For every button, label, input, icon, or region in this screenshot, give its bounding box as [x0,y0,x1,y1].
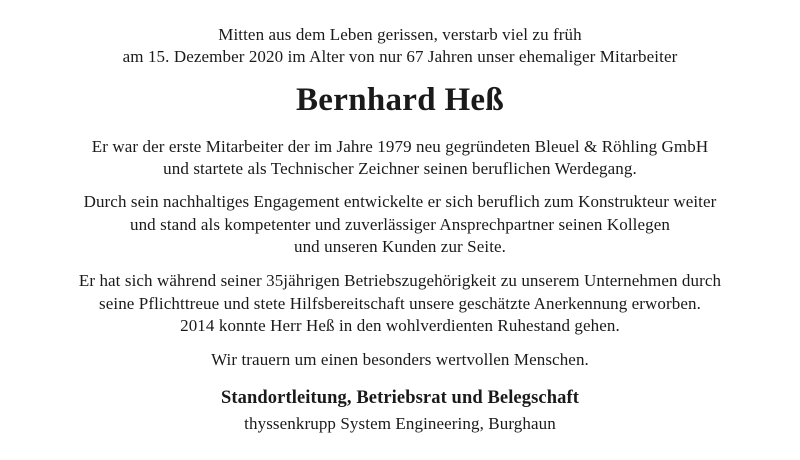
paragraph-2-line-3: und unseren Kunden zur Seite. [293,237,507,256]
paragraph-1-line-2: und startete als Technischer Zeichner seinen beruflichen Werdegang. [163,159,637,178]
closing-line: Wir trauern um einen besonders wertvollen Menschen. [211,350,589,369]
signature-line-2: thyssenkrupp System Engineering, Burghaun [244,414,556,433]
intro-line-1: Mitten aus dem Leben gerissen, verstarb viel zu früh [218,25,582,44]
deceased-name: Bernhard Heß [295,82,505,118]
paragraph-3-line-2: seine Pflichttreue und stete Hilfsbereitschaft unsere geschätzte Anerkennung erworben. [99,294,701,313]
signature-line-1: Standortleitung, Betriebsrat und Belegschaft [221,388,579,408]
paragraph-3-line-1: Er hat sich während seiner 35jährigen Betriebszugehörigkeit zu unserem Unternehmen durch [78,271,722,290]
paragraph-3-line-3: 2014 konnte Herr Heß in den wohlverdienten Ruhestand gehen. [180,316,620,335]
paragraph-2-line-2: und stand als kompetenter und zuverlässiger Ansprechpartner seinen Kollegen [129,215,670,234]
paragraph-2-line-1: Durch sein nachhaltiges Engagement entwickelte er sich beruflich zum Konstrukteur weiter [83,192,717,211]
paragraph-1-line-1: Er war der erste Mitarbeiter der im Jahre 1979 neu gegründeten Bleuel & Röhling GmbH [91,137,709,156]
intro-line-2: am 15. Dezember 2020 im Alter von nur 67 Jahren unser ehemaliger Mitarbeiter [122,47,678,66]
